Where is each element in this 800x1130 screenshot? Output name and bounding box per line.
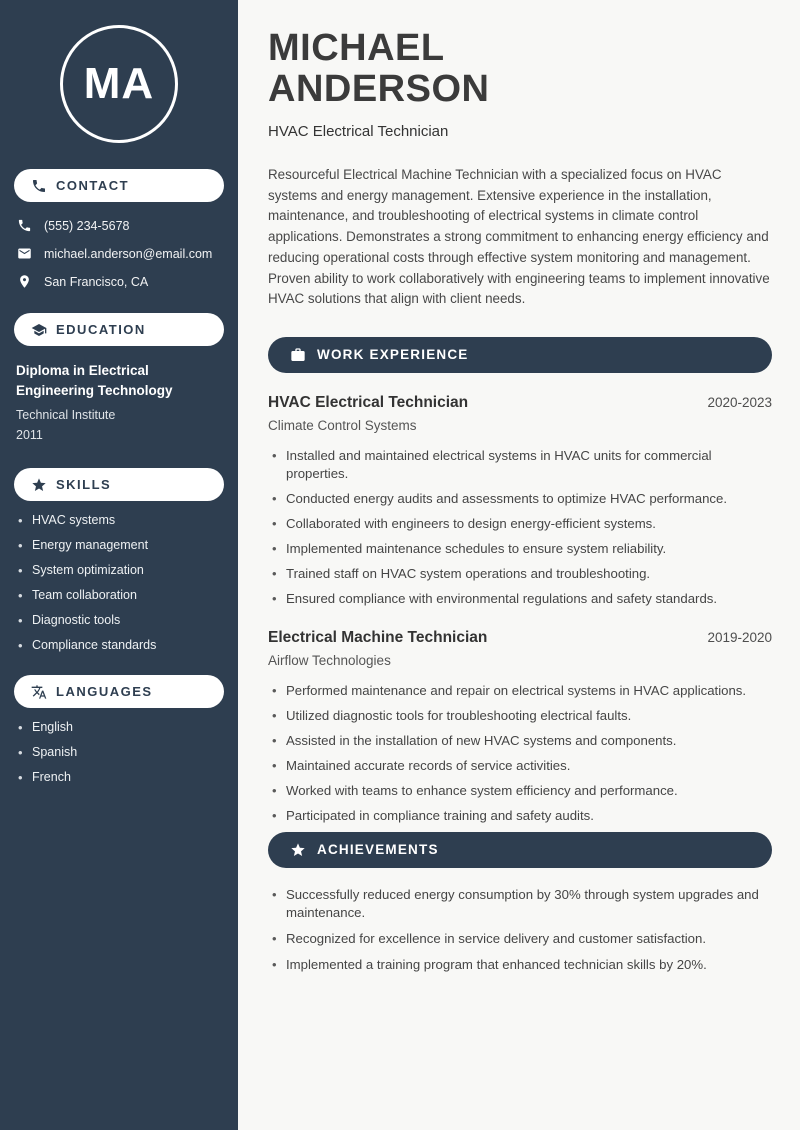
email-icon bbox=[17, 246, 32, 261]
skill-item: • HVAC systems bbox=[16, 514, 222, 527]
achievements-list bbox=[268, 886, 772, 974]
location-icon bbox=[17, 274, 32, 289]
main-content bbox=[238, 0, 800, 1130]
star-icon bbox=[31, 477, 47, 493]
avatar-initials: MA bbox=[83, 59, 155, 108]
education-year: 2011 bbox=[16, 428, 43, 442]
professional-summary: Resourceful Electrical Machine Technician with a specialized focus on HVAC systems and energy management. Extensive experience in the installation, maintenance, and troubleshooting of electrical systems in climate control applications. Demonstrates a strong commitment to enhancing energy efficiency and reducing operational costs through effective system monitoring and management. Proven ability to work collaboratively with engineering teams to implement innovative HVAC solutions that align with client needs. bbox=[268, 167, 770, 307]
job-bullet: • Assisted in the installation of new HVAC systems and components. bbox=[268, 732, 772, 750]
job-bullet: • Implemented maintenance schedules to ensure system reliability. bbox=[268, 540, 772, 558]
language-item: • Spanish bbox=[16, 746, 222, 759]
job-dates: 2020-2023 bbox=[707, 394, 772, 410]
contact-list bbox=[14, 216, 224, 291]
job-bullet: • Worked with teams to enhance system efficiency and performance. bbox=[268, 782, 772, 800]
achievement-bullet: • Recognized for excellence in service delivery and customer satisfaction. bbox=[268, 930, 772, 948]
job-bullet-list bbox=[268, 447, 772, 608]
phone-icon bbox=[17, 218, 32, 233]
job-bullet: • Installed and maintained electrical systems in HVAC units for commercial properties. bbox=[268, 447, 772, 483]
job-entry bbox=[268, 394, 772, 608]
phone-icon bbox=[31, 178, 47, 194]
education-school: Technical Institute bbox=[16, 408, 116, 422]
job-bullet: • Utilized diagnostic tools for troubleshooting electrical faults. bbox=[268, 707, 772, 725]
education-section-label: EDUCATION bbox=[56, 322, 146, 337]
email-address: michael.anderson@email.com bbox=[44, 246, 213, 261]
phone-number: (555) 234-5678 bbox=[44, 218, 130, 233]
contact-email-row bbox=[14, 244, 224, 263]
person-first-name: MICHAEL bbox=[268, 27, 445, 69]
sidebar bbox=[0, 0, 238, 1130]
job-bullet: • Maintained accurate records of service activities. bbox=[268, 757, 772, 775]
education-section-header bbox=[14, 313, 224, 346]
job-title-text: Electrical Machine Technician bbox=[268, 628, 488, 646]
job-company: Airflow Technologies bbox=[268, 652, 391, 668]
person-last-name: ANDERSON bbox=[268, 68, 490, 110]
job-bullet: • Performed maintenance and repair on electrical systems in HVAC applications. bbox=[268, 682, 772, 700]
job-bullet: • Collaborated with engineers to design energy-efficient systems. bbox=[268, 515, 772, 533]
achievement-bullet: • Successfully reduced energy consumption by 30% through system upgrades and maintenance. bbox=[268, 886, 772, 922]
work-experience-section-label: WORK EXPERIENCE bbox=[317, 347, 469, 363]
skills-list bbox=[14, 514, 224, 652]
education-entry bbox=[14, 361, 224, 444]
education-degree: Diploma in Electrical Engineering Technology bbox=[16, 363, 173, 398]
job-entry bbox=[268, 629, 772, 825]
briefcase-icon bbox=[290, 347, 306, 363]
language-item: • French bbox=[16, 771, 222, 784]
skill-item: • Compliance standards bbox=[16, 639, 222, 652]
location-text: San Francisco, CA bbox=[44, 274, 149, 289]
skill-item: • System optimization bbox=[16, 564, 222, 577]
job-bullet: • Conducted energy audits and assessments to optimize HVAC performance. bbox=[268, 490, 772, 508]
graduation-cap-icon bbox=[31, 322, 47, 338]
job-header bbox=[268, 394, 772, 412]
job-bullet: • Trained staff on HVAC system operations and troubleshooting. bbox=[268, 565, 772, 583]
languages-list bbox=[14, 721, 224, 784]
translate-icon bbox=[31, 684, 47, 700]
avatar bbox=[60, 25, 178, 143]
contact-section-header bbox=[14, 169, 224, 202]
job-company: Climate Control Systems bbox=[268, 417, 417, 433]
contact-section-label: CONTACT bbox=[56, 178, 130, 193]
job-bullet: • Ensured compliance with environmental regulations and safety standards. bbox=[268, 590, 772, 608]
star-icon bbox=[290, 842, 306, 858]
contact-location-row bbox=[14, 272, 224, 291]
job-dates: 2019-2020 bbox=[707, 629, 772, 645]
job-bullet-list bbox=[268, 682, 772, 825]
skill-item: • Team collaboration bbox=[16, 589, 222, 602]
contact-phone-row bbox=[14, 216, 224, 235]
work-experience-section-header bbox=[268, 337, 772, 373]
languages-section-header bbox=[14, 675, 224, 708]
person-name bbox=[268, 28, 772, 110]
achievements-section-header bbox=[268, 832, 772, 868]
skills-section-header bbox=[14, 468, 224, 501]
language-item: • English bbox=[16, 721, 222, 734]
job-header bbox=[268, 629, 772, 647]
job-title-text: HVAC Electrical Technician bbox=[268, 393, 469, 411]
achievement-bullet: • Implemented a training program that enhanced technician skills by 20%. bbox=[268, 956, 772, 974]
skills-section-label: SKILLS bbox=[56, 477, 112, 492]
skill-item: • Energy management bbox=[16, 539, 222, 552]
achievements-section-label: ACHIEVEMENTS bbox=[317, 842, 439, 858]
languages-section-label: LANGUAGES bbox=[56, 684, 153, 699]
job-bullet: • Participated in compliance training and safety audits. bbox=[268, 807, 772, 825]
person-job-title: HVAC Electrical Technician bbox=[268, 123, 449, 140]
skill-item: • Diagnostic tools bbox=[16, 614, 222, 627]
